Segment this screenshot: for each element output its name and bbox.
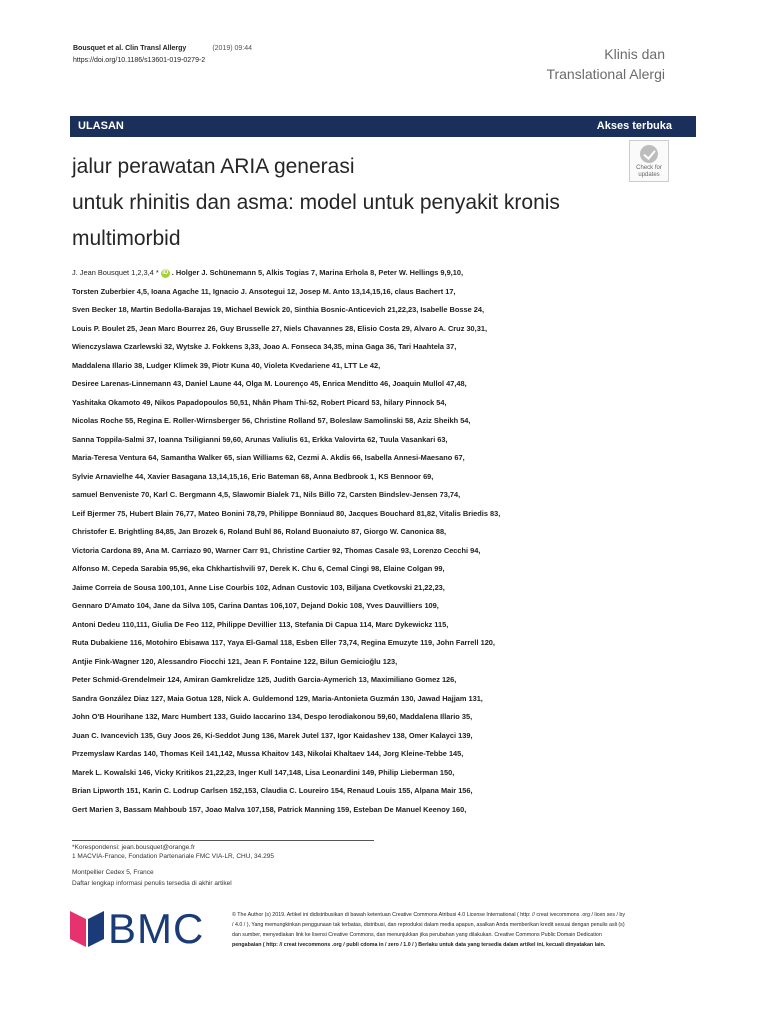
article-type: ULASAN	[78, 120, 124, 132]
footnote-divider	[72, 840, 374, 841]
citation: Bousquet et al. Clin Transl Allergy	[73, 45, 187, 52]
author-line: Leif Bjermer 75, Hubert Blain 76,77, Mateo Bonini 78,79, Philippe Bonniaud 80, Jacques Bouchard 81,82, Vitalis Briedis 83,	[72, 508, 501, 518]
article-title-line2: untuk rhinitis dan asma: model untuk penyakit kronis	[72, 191, 560, 214]
author-line: Juan C. Ivancevich 135, Guy Joos 26, Ki-Seddot Jung 136, Marek Jutel 137, Igor Kaidashev 138, Omer Kalayci 139,	[72, 730, 473, 740]
author-line: Maddalena Illario 38, Ludger Klimek 39, Piotr Kuna 40, Violeta Kvedariene 41, LTT Le 42,	[72, 360, 381, 370]
license-line1: © The Author (s) 2019. Artikel ini didistribusikan di bawah ketentuan Creative Commons Atribusi 4.0 License International ( http: // creat ivecommons .org / licen ses / by	[232, 912, 626, 918]
author-line: Przemyslaw Kardas 140, Thomas Keil 141,142, Mussa Khaitov 143, Nikolai Khaltaev 144, Jorg Kleine-Tebbe 145,	[72, 749, 464, 758]
citation-header	[73, 43, 252, 67]
open-access-label: Akses terbuka	[596, 120, 672, 132]
journal-name-line2: Translational Alergi	[546, 66, 665, 82]
author-list	[72, 264, 632, 819]
author-line: Antjie Fink-Wagner 120, Alessandro Fiocchi 121, Jean F. Fontaine 122, Bilun Gemicioğlu 123,	[72, 656, 398, 666]
check-updates-line1: Check for	[636, 165, 662, 171]
bmc-logo-icon	[70, 907, 106, 951]
journal-name-line1: Klinis dan	[604, 46, 665, 62]
author-line: Gert Marien 3, Bassam Mahboub 157, Joao Malva 107,158, Patrick Manning 159, Esteban De Manuel Keenoy 160,	[72, 804, 467, 814]
author-line: Gennaro D'Amato 104, Jane da Silva 105, Carina Dantas 106,107, Dejand Dokic 108, Yves Dauvilliers 109,	[72, 601, 439, 610]
citation-date: (2019) 09:44	[212, 45, 253, 52]
author-line: Brian Lipworth 151, Karin C. Lodrup Carlsen 152,153, Claudia C. Loureiro 154, Renaud Louis 155, Alpana Mair 156,	[72, 786, 473, 795]
correspondence-note: *Korespondensi: jean.bousquet@orange.fr	[72, 844, 195, 851]
author-line: Jaime Correia de Sousa 100,101, Anne Lise Courbis 102, Adnan Custovic 103, Biljana Cvetkovski 21,22,23,	[72, 582, 445, 592]
author-line: Sandra González Diaz 127, Maia Gotua 128, Nick A. Guldemond 129, Maria-Antonieta Guzmán 130, Jawad Hajjam 131,	[72, 693, 483, 703]
affiliation-note: 1 MACVIA-France, Fondation Partenariale FMC VIA-LR, CHU, 34.295	[72, 853, 274, 860]
article-type-banner	[70, 116, 696, 137]
license-line2: / 4.0 / ), Yang memungkinkan penggunaan tak terbatas, distribusi, dan reproduksi dalam media apapun, asalkan Anda memberikan kredit sesuai dengan penulis asli (s)	[232, 922, 625, 928]
check-for-updates-button[interactable]	[629, 140, 669, 182]
author-line: Victoria Cardona 89, Ana M. Carriazo 90, Warner Carr 91, Christine Cartier 92, Thomas Casale 93, Lorenzo Cecchi 94,	[72, 545, 481, 555]
affiliation-city: Montpellier Cedex 5, France	[72, 869, 154, 876]
author-line: Sylvie Arnavielhe 44, Xavier Basagana 13,14,15,16, Eric Bateman 68, Anna Bedbrook 1, KS Bennoor 69,	[72, 471, 434, 481]
author-line: Sven Becker 18, Martin Bedolla-Barajas 19, Michael Bewick 20, Sinthia Bosnic-Anticevich 21,22,23, Isabelle Bosse 24,	[72, 305, 485, 314]
author-line: Yashitaka Okamoto 49, Nikos Papadopoulos 50,51, Nhân Pham Thi-52, Robert Picard 53, hilary Pinnock 54,	[72, 397, 447, 407]
orcid-icon[interactable]: iD	[162, 269, 169, 276]
author-line: Marek L. Kowalski 146, Vicky Kritikos 21,22,23, Inger Kull 147,148, Lisa Leonardini 149, Philip Lieberman 150,	[72, 767, 455, 777]
author-line: Antoni Dedeu 110,111, Giulia De Feo 112, Philippe Devillier 113, Stefania Di Capua 114, Marc Dykewickz 115,	[72, 619, 449, 629]
author-line: Wienczyslawa Czarlewski 32, Wytske J. Fokkens 3,33, Joao A. Fonseca 34,35, mina Gaga 36, Tari Haahtela 37,	[72, 342, 457, 351]
author-line: samuel Benveniste 70, Karl C. Bergmann 4,5, Slawomir Bialek 71, Nils Billo 72, Carsten Bindslev-Jensen 73,74,	[72, 490, 461, 499]
author-line: Nicolas Roche 55, Regina E. Roller-Wirnsberger 56, Christine Rolland 57, Boleslaw Samolinski 58, Aziz Sheikh 54,	[72, 416, 471, 425]
license-line4: pengabaian ( http: // creat ivecommons .org / publi cdoma in / zero / 1.0 / ) Berlaku untuk data yang tersedia dalam artikel ini, kecuali dinyatakan lain.	[232, 942, 606, 948]
check-updates-icon	[640, 145, 658, 163]
doi-link[interactable]: https://doi.org/10.1186/s13601-019-0279-2	[73, 57, 206, 64]
author-line: Christofer E. Brightling 84,85, Jan Brozek 6, Roland Buhl 86, Roland Buonaiuto 87, Giorgo W. Canonica 88,	[72, 527, 447, 536]
author-line: Louis P. Boulet 25, Jean Marc Bourrez 26, Guy Brusselle 27, Niels Chavannes 28, Elisio Costa 29, Alvaro A. Cruz 30,31,	[72, 323, 487, 333]
author-line: J. Jean Bousquet 1,2,3,4 * iD . Holger J. Schünemann 5, Alkis Togias 7, Marina Erhola 8, Peter W. Hellings 9,9,10,	[72, 268, 464, 277]
author-line: Ruta Dubakiene 116, Motohiro Ebisawa 117, Yaya El-Gamal 118, Esben Eller 73,74, Regina Emuzyte 119, John Farrell 120,	[72, 638, 495, 647]
author-line: Desiree Larenas-Linnemann 43, Daniel Laune 44, Olga M. Lourenço 45, Enrica Menditto 46, Joaquin Mullol 47,48,	[72, 379, 467, 388]
license-text	[232, 910, 692, 950]
publisher-name: BMC	[108, 905, 205, 952]
article-title-line3: multimorbid	[72, 227, 181, 250]
article-title-line1: jalur perawatan ARIA generasi	[72, 155, 355, 178]
author-info-note: Daftar lengkap informasi penulis tersedia di akhir artikel	[72, 880, 232, 887]
author-line: John O'B Hourihane 132, Marc Humbert 133, Guido Iaccarino 134, Despo Ierodiakonou 59,60, Maddalena Illario 35,	[72, 712, 473, 721]
author-line: Maria-Teresa Ventura 64, Samantha Walker 65, sian Williams 62, Cezmi A. Akdis 66, Isabella Annesi-Maesano 67,	[72, 453, 465, 462]
author-line: Peter Schmid-Grendelmeir 124, Amiran Gamkrelidze 125, Judith Garcia-Aymerich 13, Maximiliano Gomez 126,	[72, 675, 457, 684]
author-line: Alfonso M. Cepeda Sarabia 95,96, eka Chkhartishvili 97, Derek K. Chu 6, Cemal Cingi 98, Elaine Colgan 99,	[72, 564, 445, 573]
license-line3: dan sumber, menyediakan link ke lisensi Creative Commons, dan menunjukkan jika perubahan yang dilakukan. Creative Commons Public Domain Dedication	[232, 932, 602, 938]
author-line: Sanna Toppila-Salmi 37, Ioanna Tsiligianni 59,60, Arunas Valiulis 61, Erkka Valovirta 62, Tuula Vasankari 63,	[72, 434, 448, 444]
check-updates-line2: updates	[638, 172, 660, 178]
journal-name	[546, 44, 665, 84]
author-line: Torsten Zuberbier 4,5, Ioana Agache 11, Ignacio J. Ansotegui 12, Josep M. Anto 13,14,15,16, claus Bachert 17,	[72, 286, 456, 296]
